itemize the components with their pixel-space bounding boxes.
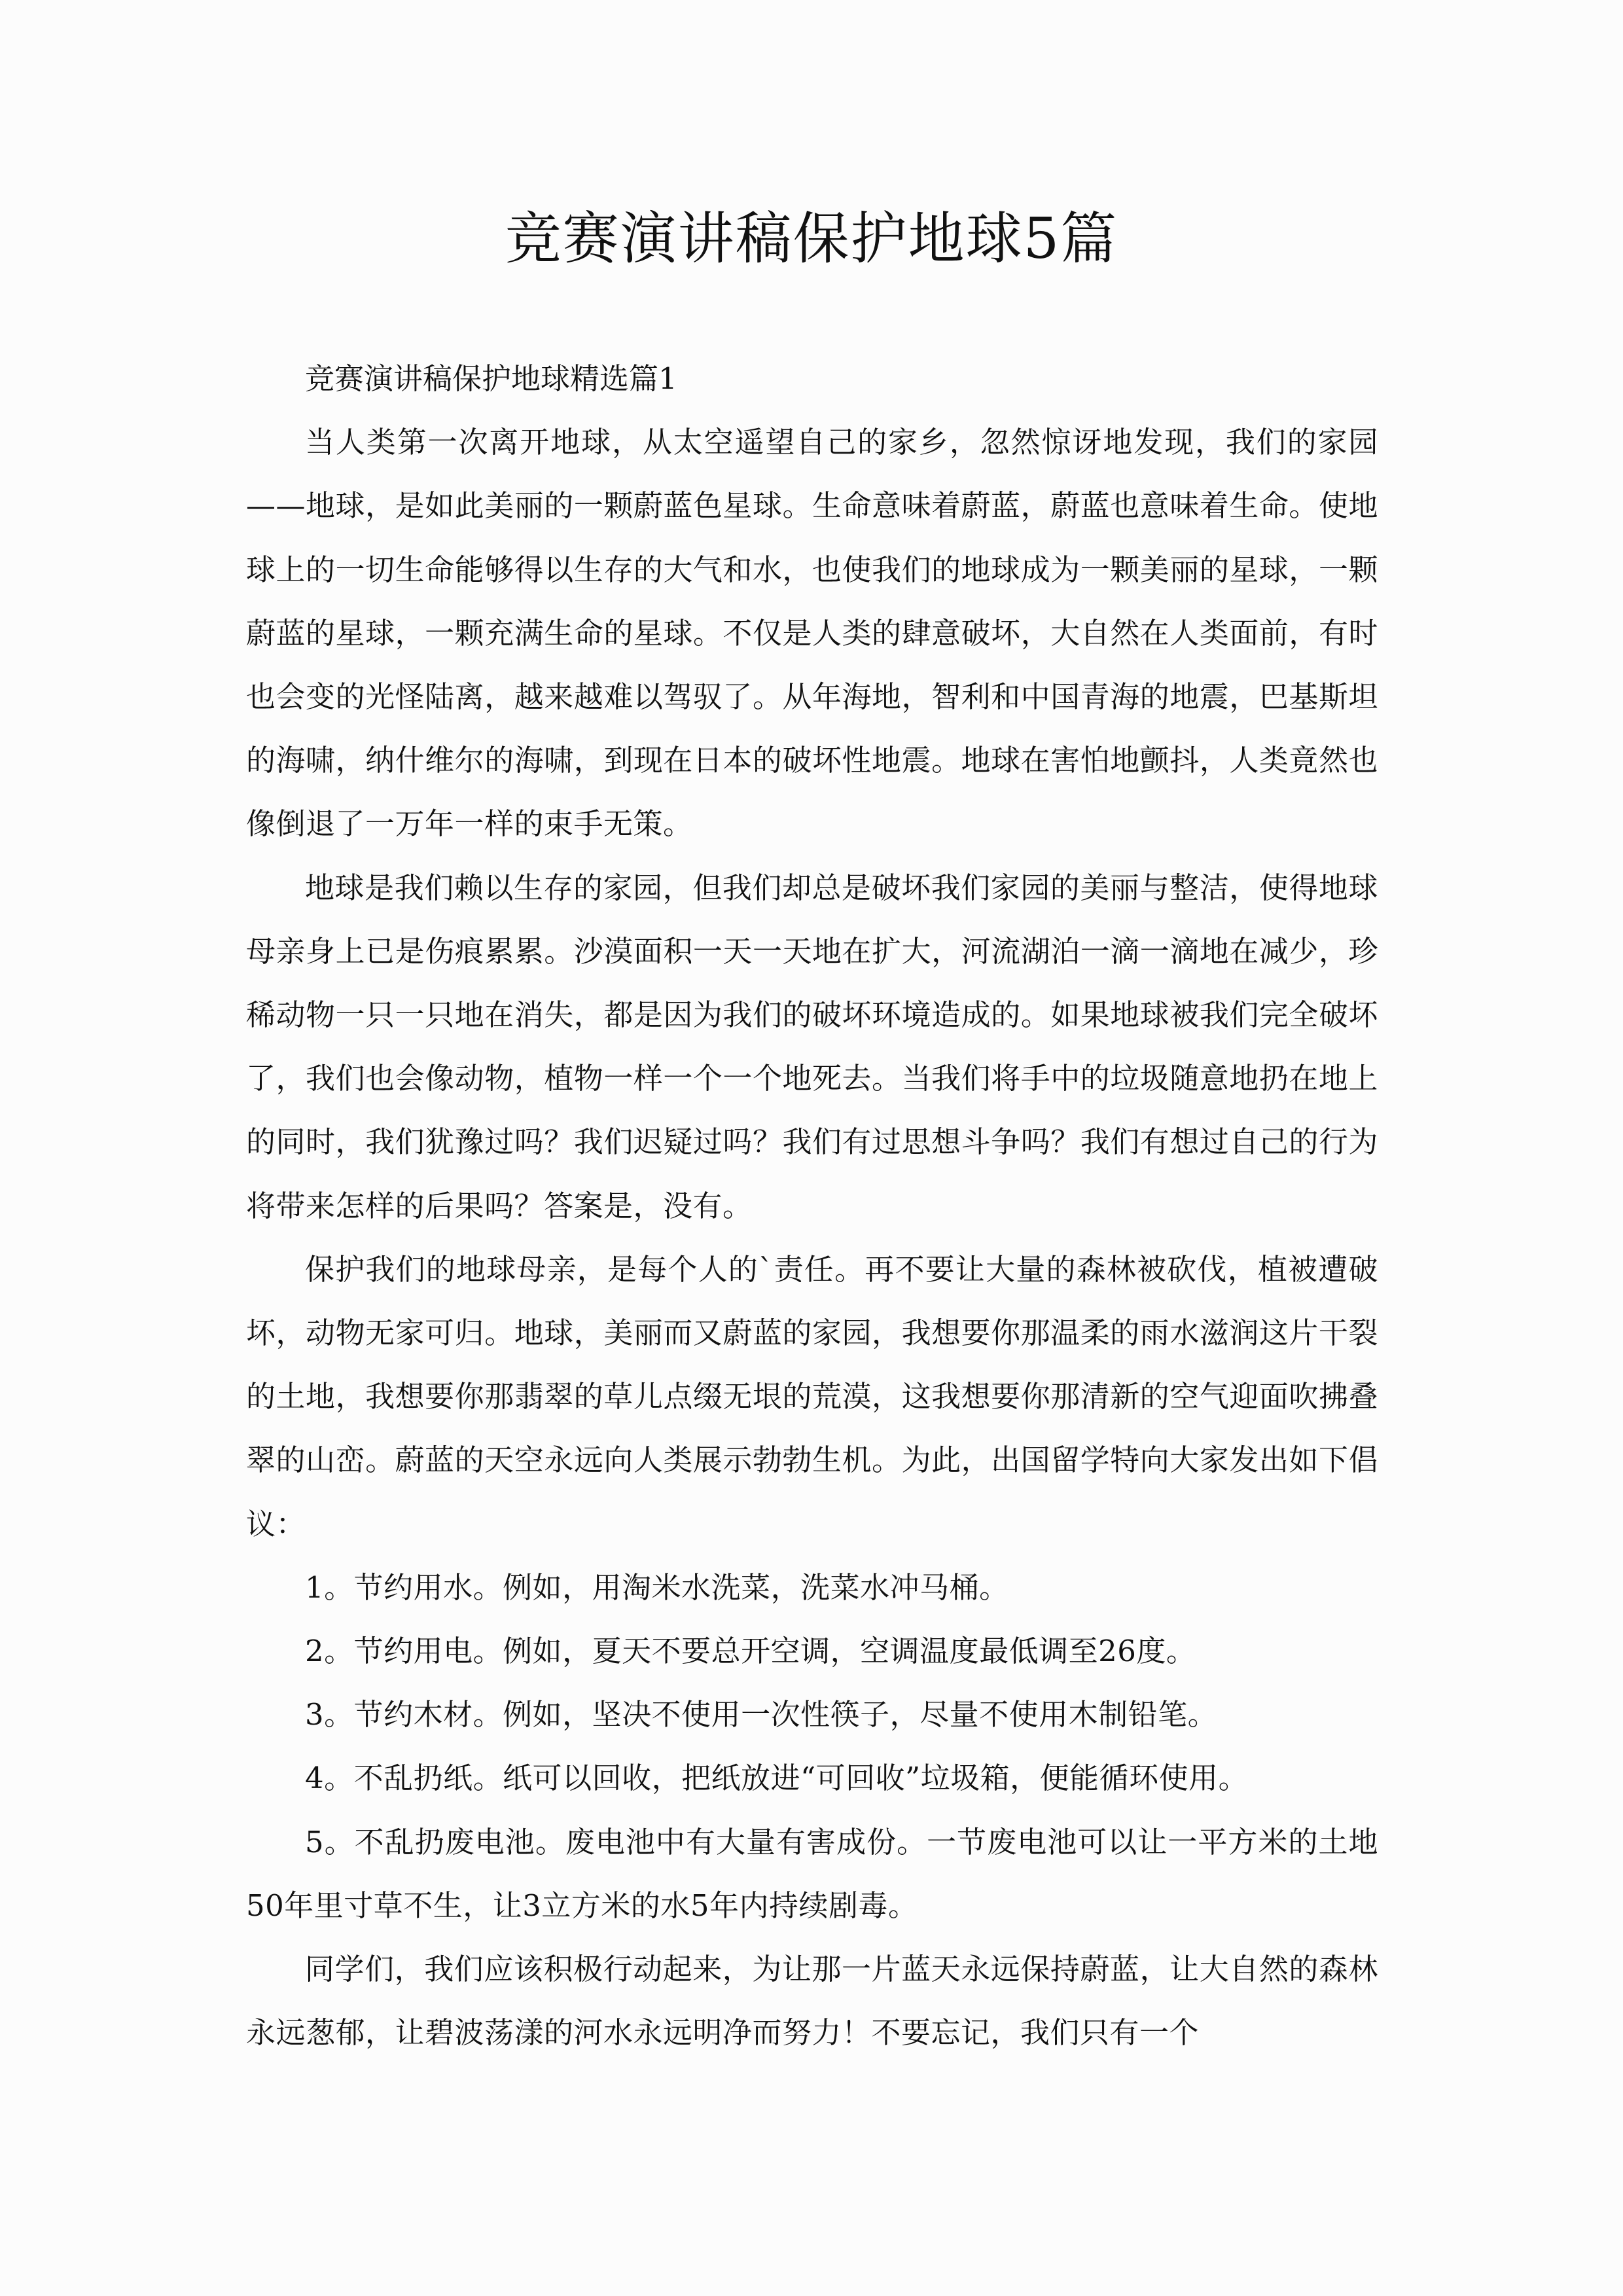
paragraph-responsibility: 保护我们的地球母亲，是每个人的`责任。再不要让大量的森林被砍伐，植被遭破坏，动物无家可归。地球，美丽而又蔚蓝的家园，我想要你那温柔的雨水滋润这片干裂的土地，我想要你那翡翠的草儿点缀无垠的荒漠，这我想要你那清新的空气迎面吹拂叠翠的山峦。蔚蓝的天空永远向人类展示勃勃生机。为此，出国留学特向大家发出如下倡议：: [246, 1251, 1378, 1541]
proposal-item-1: 1。节约用水。例如，用淘米水洗菜，洗菜水冲马桶。: [305, 1570, 1009, 1605]
paragraph-closing: 同学们，我们应该积极行动起来，为让那一片蓝天永远保持蔚蓝，让大自然的森林永远葱郁，让碧波荡漾的河水永远明净而努力！不要忘记，我们只有一个: [246, 1952, 1378, 2051]
proposal-item-3: 3。节约木材。例如，坚决不使用一次性筷子，尽量不使用木制铅笔。: [305, 1697, 1218, 1732]
section-heading: 竞赛演讲稿保护地球精选篇1: [305, 361, 677, 396]
document-title: 竞赛演讲稿保护地球5篇: [505, 206, 1118, 272]
paragraph-damage: 地球是我们赖以生存的家园，但我们却总是破坏我们家园的美丽与整洁，使得地球母亲身上已是伤痕累累。沙漠面积一天一天地在扩大，河流湖泊一滴一滴地在减少，珍稀动物一只一只地在消失，都是因为我们的破坏环境造成的。如果地球被我们完全破坏了，我们也会像动物，植物一样一个一个地死去。当我们将手中的垃圾随意地扔在地上的同时，我们犹豫过吗？我们迟疑过吗？我们有过思想斗争吗？我们有想过自己的行为将带来怎样的后果吗？答案是，没有。: [246, 870, 1378, 1223]
document-body: [246, 347, 1378, 2064]
proposal-item-2: 2。节约用电。例如，夏天不要总开空调，空调温度最低调至26度。: [305, 1634, 1196, 1669]
proposal-item-4: 4。不乱扔纸。纸可以回收，把纸放进“可回收”垃圾箱，便能循环使用。: [305, 1761, 1249, 1796]
paragraph-intro: 当人类第一次离开地球，从太空遥望自己的家乡，忽然惊讶地发现，我们的家园——地球，是如此美丽的一颗蔚蓝色星球。生命意味着蔚蓝，蔚蓝也意味着生命。使地球上的一切生命能够得以生存的大气和水，也使我们的地球成为一颗美丽的星球，一颗蔚蓝的星球，一颗充满生命的星球。不仅是人类的肆意破坏，大自然在人类面前，有时也会变的光怪陆离，越来越难以驾驭了。从年海地，智利和中国青海的地震，巴基斯坦的海啸，纳什维尔的海啸，到现在日本的破坏性地震。地球在害怕地颤抖，人类竟然也像倒退了一万年一样的束手无策。: [246, 425, 1378, 842]
proposal-item-5: 5。不乱扔废电池。废电池中有大量有害成份。一节废电池可以让一平方米的土地50年里寸草不生，让3立方米的水5年内持续剧毒。: [246, 1824, 1378, 1923]
